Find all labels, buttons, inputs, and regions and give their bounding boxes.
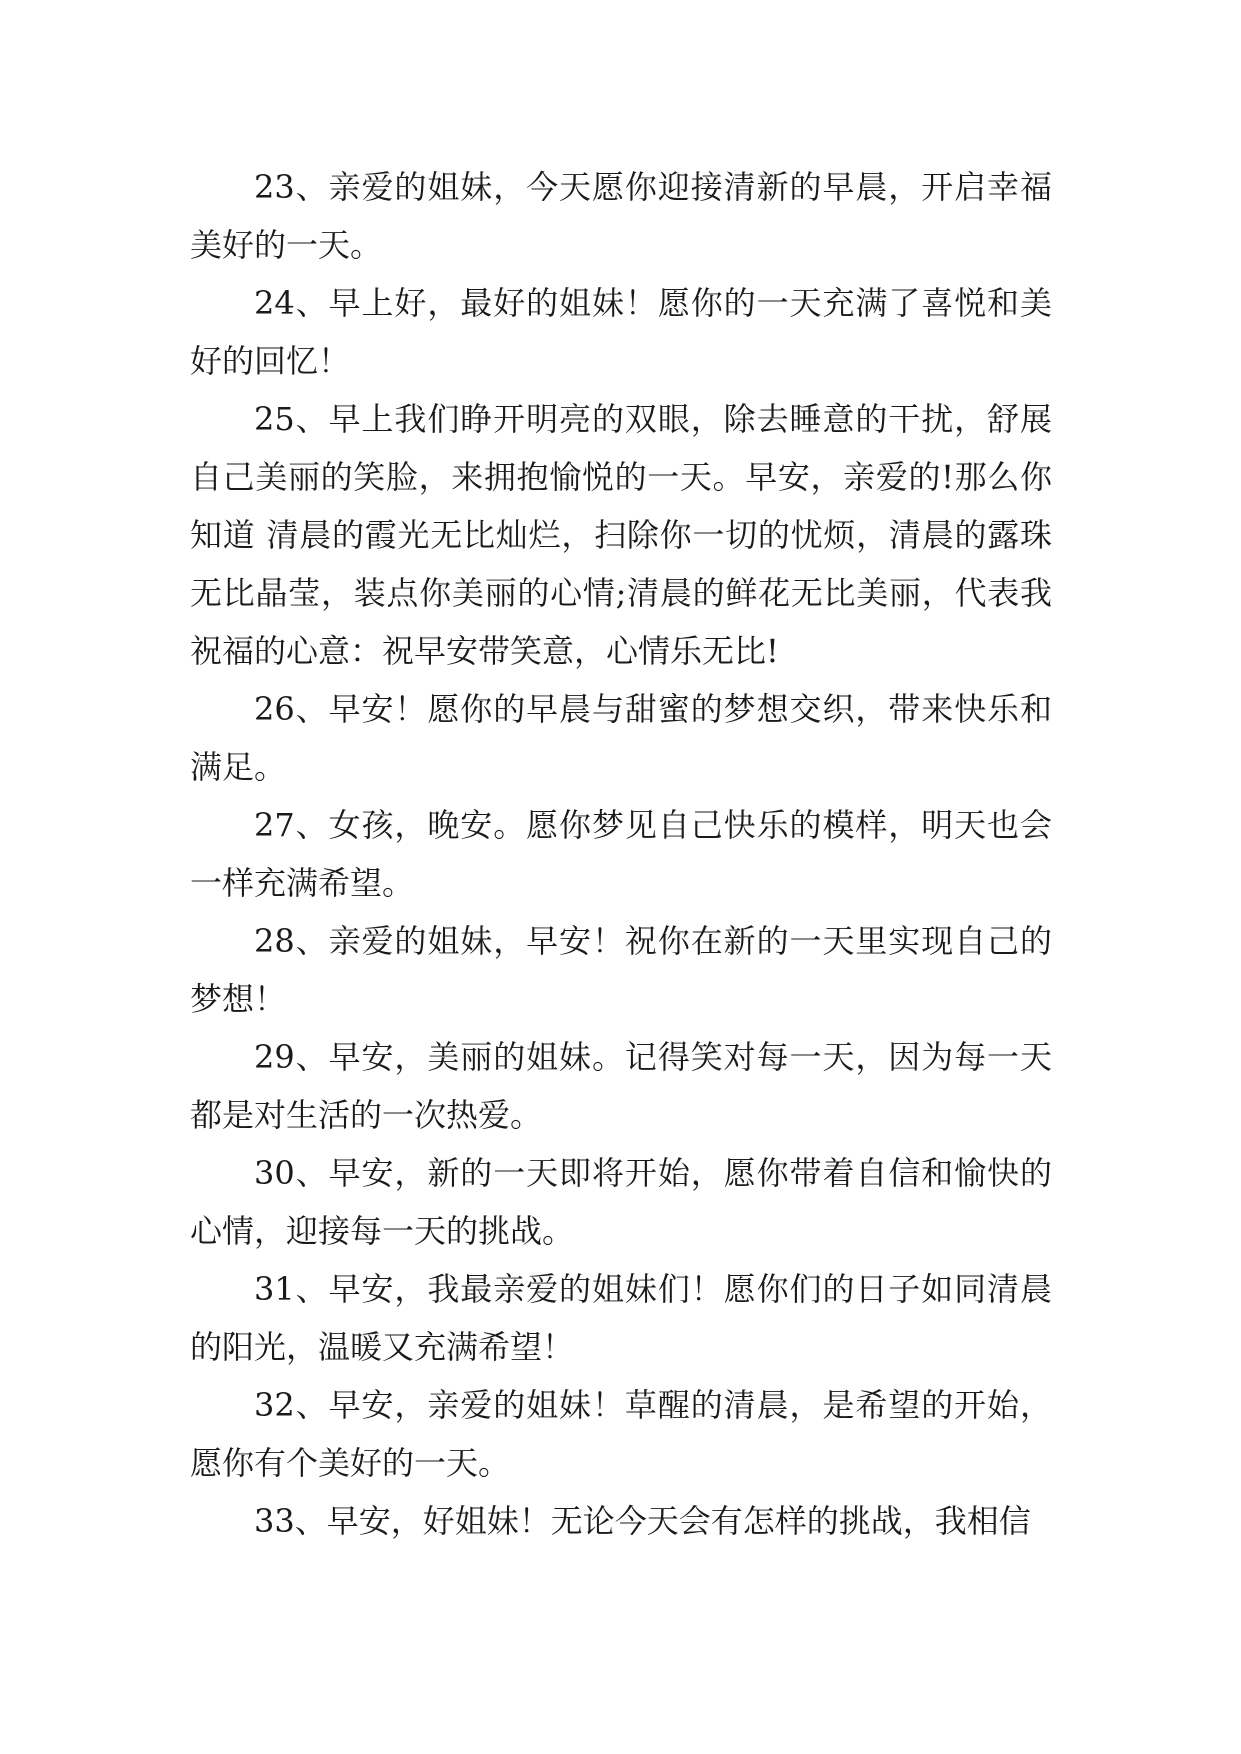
document-body xyxy=(190,158,1052,1550)
paragraph-27: 27、女孩，晚安。愿你梦见自己快乐的模样，明天也会一样充满希望。 xyxy=(190,806,1052,902)
paragraph-33: 33、早安，好姐妹！无论今天会有怎样的挑战，我相信 xyxy=(254,1502,1031,1540)
paragraph-30: 30、早安，新的一天即将开始，愿你带着自信和愉快的心情，迎接每一天的挑战。 xyxy=(190,1154,1052,1250)
paragraph-23: 23、亲爱的姐妹，今天愿你迎接清新的早晨，开启幸福美好的一天。 xyxy=(190,168,1052,264)
paragraph-26: 26、早安！愿你的早晨与甜蜜的梦想交织，带来快乐和满足。 xyxy=(190,690,1052,786)
paragraph-25: 25、早上我们睁开明亮的双眼，除去睡意的干扰，舒展自己美丽的笑脸，来拥抱愉悦的一天。早安，亲爱的!那么你知道 清晨的霞光无比灿烂，扫除你一切的忧烦，清晨的露珠无比晶莹，装点你美丽的心情;清晨的鲜花无比美丽，代表我祝福的心意：祝早安带笑意，心情乐无比! xyxy=(190,400,1052,670)
paragraph-31: 31、早安，我最亲爱的姐妹们！愿你们的日子如同清晨的阳光，温暖又充满希望！ xyxy=(190,1270,1052,1366)
paragraph-24: 24、早上好，最好的姐妹！愿你的一天充满了喜悦和美好的回忆！ xyxy=(190,284,1052,380)
paragraph-28: 28、亲爱的姐妹，早安！祝你在新的一天里实现自己的梦想！ xyxy=(190,922,1052,1018)
paragraph-29: 29、早安，美丽的姐妹。记得笑对每一天，因为每一天都是对生活的一次热爱。 xyxy=(190,1038,1052,1134)
paragraph-32: 32、早安，亲爱的姐妹！草醒的清晨，是希望的开始，愿你有个美好的一天。 xyxy=(190,1386,1052,1482)
